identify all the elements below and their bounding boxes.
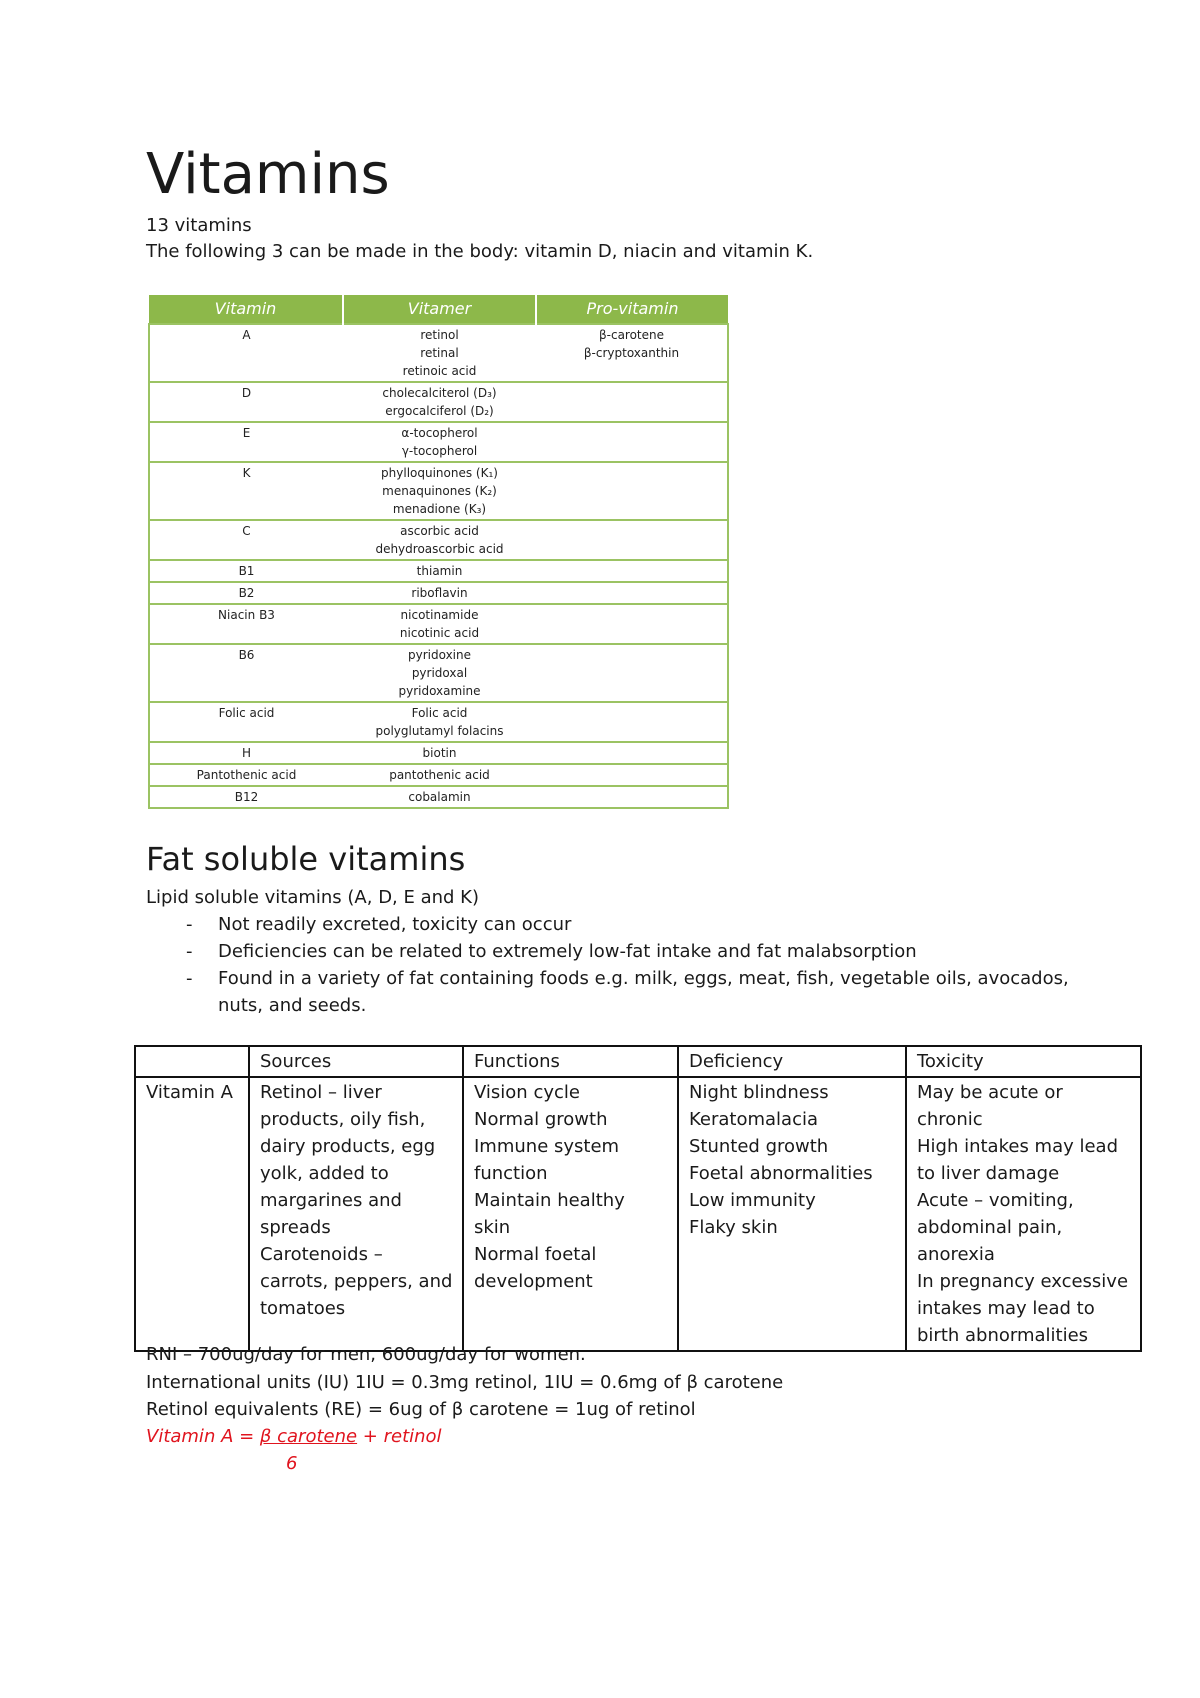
cell-line: Foetal abnormalities bbox=[689, 1163, 873, 1184]
vitamer-cell-line: dehydroascorbic acid bbox=[375, 542, 504, 556]
vitamer-cell bbox=[343, 422, 536, 462]
table-row bbox=[149, 382, 728, 422]
vitamin-cell bbox=[149, 702, 343, 742]
bullet-text-continued: nuts, and seeds. bbox=[218, 995, 367, 1016]
provitamin-cell bbox=[536, 324, 728, 382]
table-row bbox=[149, 742, 728, 764]
cell-line: skin bbox=[474, 1217, 511, 1238]
table-row bbox=[149, 462, 728, 520]
vitamer-cell-line: pyridoxine bbox=[408, 648, 471, 662]
vitamer-cell-line: nicotinic acid bbox=[399, 626, 480, 640]
cell-line: Carotenoids – bbox=[260, 1244, 383, 1265]
vitamin-cell bbox=[149, 764, 343, 786]
vitamin-cell bbox=[149, 604, 343, 644]
row-label: Vitamin A bbox=[135, 1077, 249, 1351]
vitamer-cell bbox=[343, 324, 536, 382]
vitamin-a-table-header bbox=[135, 1046, 1141, 1077]
vitamin-cell bbox=[149, 520, 343, 560]
vitamin-cell-line: Pantothenic acid bbox=[196, 768, 297, 782]
cell-line: margarines and bbox=[260, 1190, 402, 1211]
bullet-marker: - bbox=[186, 968, 193, 989]
cell-line: birth abnormalities bbox=[917, 1325, 1089, 1346]
header-vitamer: Vitamer bbox=[343, 295, 536, 324]
vitamin-cell-line: C bbox=[242, 524, 251, 538]
vitamin-cell-line: Niacin B3 bbox=[218, 608, 275, 622]
vitamer-cell-line: retinol bbox=[420, 328, 459, 342]
toxicity-cell bbox=[906, 1077, 1141, 1351]
vitamer-cell-line: polyglutamyl folacins bbox=[375, 724, 504, 738]
vitamer-cell-line: thiamin bbox=[416, 564, 463, 578]
cell-line: Acute – vomiting, bbox=[917, 1190, 1074, 1211]
vitamin-cell-line: H bbox=[241, 746, 252, 760]
cell-line: spreads bbox=[260, 1217, 331, 1238]
vitamer-cell-line: menadione (K₃) bbox=[392, 502, 487, 516]
vitamin-cell bbox=[149, 644, 343, 702]
cell-line: Low immunity bbox=[689, 1190, 816, 1211]
provitamin-cell bbox=[536, 560, 728, 582]
vitamer-cell-line: cholecalciterol (D₃) bbox=[382, 386, 497, 400]
functions-cell bbox=[463, 1077, 678, 1351]
vitamer-cell bbox=[343, 786, 536, 808]
bullet-item bbox=[186, 938, 1098, 965]
vitamin-cell bbox=[149, 560, 343, 582]
bullet-item bbox=[186, 911, 1098, 938]
cell-line: Normal foetal bbox=[474, 1244, 597, 1265]
table-row bbox=[149, 764, 728, 786]
vitamer-cell-line: ascorbic acid bbox=[400, 524, 479, 538]
fat-soluble-heading: Fat soluble vitamins bbox=[146, 840, 466, 878]
formula-rhs: + retinol bbox=[357, 1426, 442, 1447]
note-retinol-equivalents: Retinol equivalents (RE) = 6ug of β carotene = 1ug of retinol bbox=[146, 1399, 696, 1420]
table-row bbox=[149, 702, 728, 742]
bullet-marker: - bbox=[186, 914, 193, 935]
vitamer-cell-line: γ-tocopherol bbox=[401, 444, 478, 458]
vitamer-cell-line: biotin bbox=[422, 746, 457, 760]
vitamer-table-body bbox=[149, 324, 728, 808]
cell-line: High intakes may lead bbox=[917, 1136, 1119, 1157]
header-vitamin: Vitamin bbox=[149, 295, 343, 324]
cell-line: yolk, added to bbox=[260, 1163, 389, 1184]
table-row bbox=[149, 520, 728, 560]
vitamin-cell-line: E bbox=[242, 426, 251, 440]
cell-line: Keratomalacia bbox=[689, 1109, 819, 1130]
vitamer-cell-line: phylloquinones (K₁) bbox=[381, 466, 498, 480]
vitamin-cell-line: B6 bbox=[238, 648, 255, 662]
cell-line: intakes may lead to bbox=[917, 1298, 1095, 1319]
cell-line: abdominal pain, bbox=[917, 1217, 1063, 1238]
vitamin-cell bbox=[149, 582, 343, 604]
cell-line: development bbox=[474, 1271, 593, 1292]
cell-line: Stunted growth bbox=[689, 1136, 829, 1157]
cell-line: Maintain healthy bbox=[474, 1190, 625, 1211]
fat-soluble-intro: Lipid soluble vitamins (A, D, E and K) bbox=[146, 887, 479, 908]
vitamer-cell-line: nicotinamide bbox=[400, 608, 479, 622]
vitamer-cell bbox=[343, 462, 536, 520]
vitamer-cell-line: pyridoxamine bbox=[398, 684, 481, 698]
vitamer-cell-line: menaquinones (K₂) bbox=[382, 484, 497, 498]
vitamin-cell-line: B2 bbox=[238, 586, 255, 600]
cell-line: anorexia bbox=[917, 1244, 995, 1265]
provitamin-cell bbox=[536, 786, 728, 808]
bullet-text: Not readily excreted, toxicity can occur bbox=[218, 914, 572, 935]
formula-denominator: 6 bbox=[286, 1453, 298, 1474]
formula-numerator: β carotene bbox=[259, 1426, 358, 1447]
cell-line: Immune system bbox=[474, 1136, 620, 1157]
vitamer-cell-line: retinal bbox=[420, 346, 459, 360]
provitamin-cell bbox=[536, 462, 728, 520]
table-row bbox=[149, 560, 728, 582]
formula-lhs: Vitamin A = bbox=[146, 1426, 260, 1447]
table-row bbox=[149, 786, 728, 808]
vitamin-cell-line: K bbox=[242, 466, 251, 480]
vitamer-cell bbox=[343, 764, 536, 786]
vitamin-cell-line: B12 bbox=[234, 790, 259, 804]
provitamin-cell-line: β-carotene bbox=[598, 328, 665, 342]
vitamer-cell bbox=[343, 644, 536, 702]
provitamin-cell bbox=[536, 742, 728, 764]
provitamin-cell bbox=[536, 582, 728, 604]
vitamin-cell-line: A bbox=[242, 328, 251, 342]
provitamin-cell bbox=[536, 520, 728, 560]
vitamin-cell bbox=[149, 422, 343, 462]
deficiency-cell bbox=[678, 1077, 906, 1351]
header-sources: Sources bbox=[249, 1046, 463, 1077]
table-row bbox=[135, 1077, 1141, 1351]
vitamin-cell-line: Folic acid bbox=[218, 706, 275, 720]
intro-count: 13 vitamins bbox=[146, 215, 252, 236]
intro-made-in-body: The following 3 can be made in the body: vitamin D, niacin and vitamin K. bbox=[146, 241, 814, 262]
cell-line: products, oily fish, bbox=[260, 1109, 426, 1130]
header-toxicity: Toxicity bbox=[906, 1046, 1141, 1077]
provitamin-cell bbox=[536, 604, 728, 644]
vitamer-cell-line: riboflavin bbox=[411, 586, 468, 600]
provitamin-cell bbox=[536, 422, 728, 462]
sources-cell bbox=[249, 1077, 463, 1351]
cell-line: dairy products, egg bbox=[260, 1136, 436, 1157]
vitamer-cell-line: pantothenic acid bbox=[389, 768, 490, 782]
table-row bbox=[149, 422, 728, 462]
cell-line: Retinol – liver bbox=[260, 1082, 382, 1103]
vitamer-cell bbox=[343, 520, 536, 560]
note-rni: RNI – 700ug/day for men, 600ug/day for women. bbox=[146, 1344, 586, 1365]
vitamer-table-header bbox=[149, 295, 728, 324]
cell-line: Normal growth bbox=[474, 1109, 608, 1130]
vitamer-cell bbox=[343, 382, 536, 422]
cell-line: tomatoes bbox=[260, 1298, 346, 1319]
header-pro-vitamin: Pro-vitamin bbox=[536, 295, 728, 324]
vitamin-cell bbox=[149, 742, 343, 764]
vitamin-a-table bbox=[134, 1045, 1142, 1352]
bullet-marker: - bbox=[186, 941, 193, 962]
vitamer-cell-line: cobalamin bbox=[408, 790, 471, 804]
note-international-units: International units (IU) 1IU = 0.3mg retinol, 1IU = 0.6mg of β carotene bbox=[146, 1372, 784, 1393]
provitamin-cell bbox=[536, 644, 728, 702]
vitamer-cell bbox=[343, 742, 536, 764]
vitamin-cell bbox=[149, 786, 343, 808]
vitamer-table bbox=[148, 295, 729, 809]
cell-line: In pregnancy excessive bbox=[917, 1271, 1129, 1292]
vitamer-cell-line: Folic acid bbox=[411, 706, 468, 720]
cell-line: carrots, peppers, and bbox=[260, 1271, 453, 1292]
vitamer-cell-line: ergocalciferol (D₂) bbox=[385, 404, 494, 418]
provitamin-cell-line: β-cryptoxanthin bbox=[583, 346, 680, 360]
provitamin-cell bbox=[536, 702, 728, 742]
cell-line: chronic bbox=[917, 1109, 983, 1130]
vitamin-cell bbox=[149, 324, 343, 382]
provitamin-cell bbox=[536, 382, 728, 422]
table-row bbox=[149, 324, 728, 382]
vitamer-cell-line: retinoic acid bbox=[402, 364, 477, 378]
cell-line: to liver damage bbox=[917, 1163, 1060, 1184]
header-deficiency: Deficiency bbox=[678, 1046, 906, 1077]
vitamer-cell-line: α-tocopherol bbox=[401, 426, 478, 440]
vitamin-cell-line: D bbox=[241, 386, 252, 400]
vitamer-cell bbox=[343, 582, 536, 604]
bullet-text: Found in a variety of fat containing foods e.g. milk, eggs, meat, fish, vegetable oils, avocados, bbox=[218, 968, 1069, 989]
cell-line: Night blindness bbox=[689, 1082, 829, 1103]
formula-line bbox=[146, 1425, 442, 1449]
bullet-item bbox=[186, 965, 1098, 1019]
vitamer-cell bbox=[343, 560, 536, 582]
page-title: Vitamins bbox=[146, 142, 390, 207]
provitamin-cell bbox=[536, 764, 728, 786]
cell-line: function bbox=[474, 1163, 548, 1184]
header-functions: Functions bbox=[463, 1046, 678, 1077]
cell-line: May be acute or bbox=[917, 1082, 1063, 1103]
vitamin-cell-line: B1 bbox=[238, 564, 255, 578]
bullet-text: Deficiencies can be related to extremely low-fat intake and fat malabsorption bbox=[218, 941, 917, 962]
vitamer-cell bbox=[343, 702, 536, 742]
table-row bbox=[149, 604, 728, 644]
vitamer-cell bbox=[343, 604, 536, 644]
header-blank bbox=[135, 1046, 249, 1077]
table-row bbox=[149, 582, 728, 604]
cell-line: Vision cycle bbox=[474, 1082, 580, 1103]
vitamin-cell bbox=[149, 382, 343, 422]
table-row bbox=[149, 644, 728, 702]
vitamin-cell bbox=[149, 462, 343, 520]
cell-line: Flaky skin bbox=[689, 1217, 778, 1238]
vitamer-cell-line: pyridoxal bbox=[411, 666, 468, 680]
